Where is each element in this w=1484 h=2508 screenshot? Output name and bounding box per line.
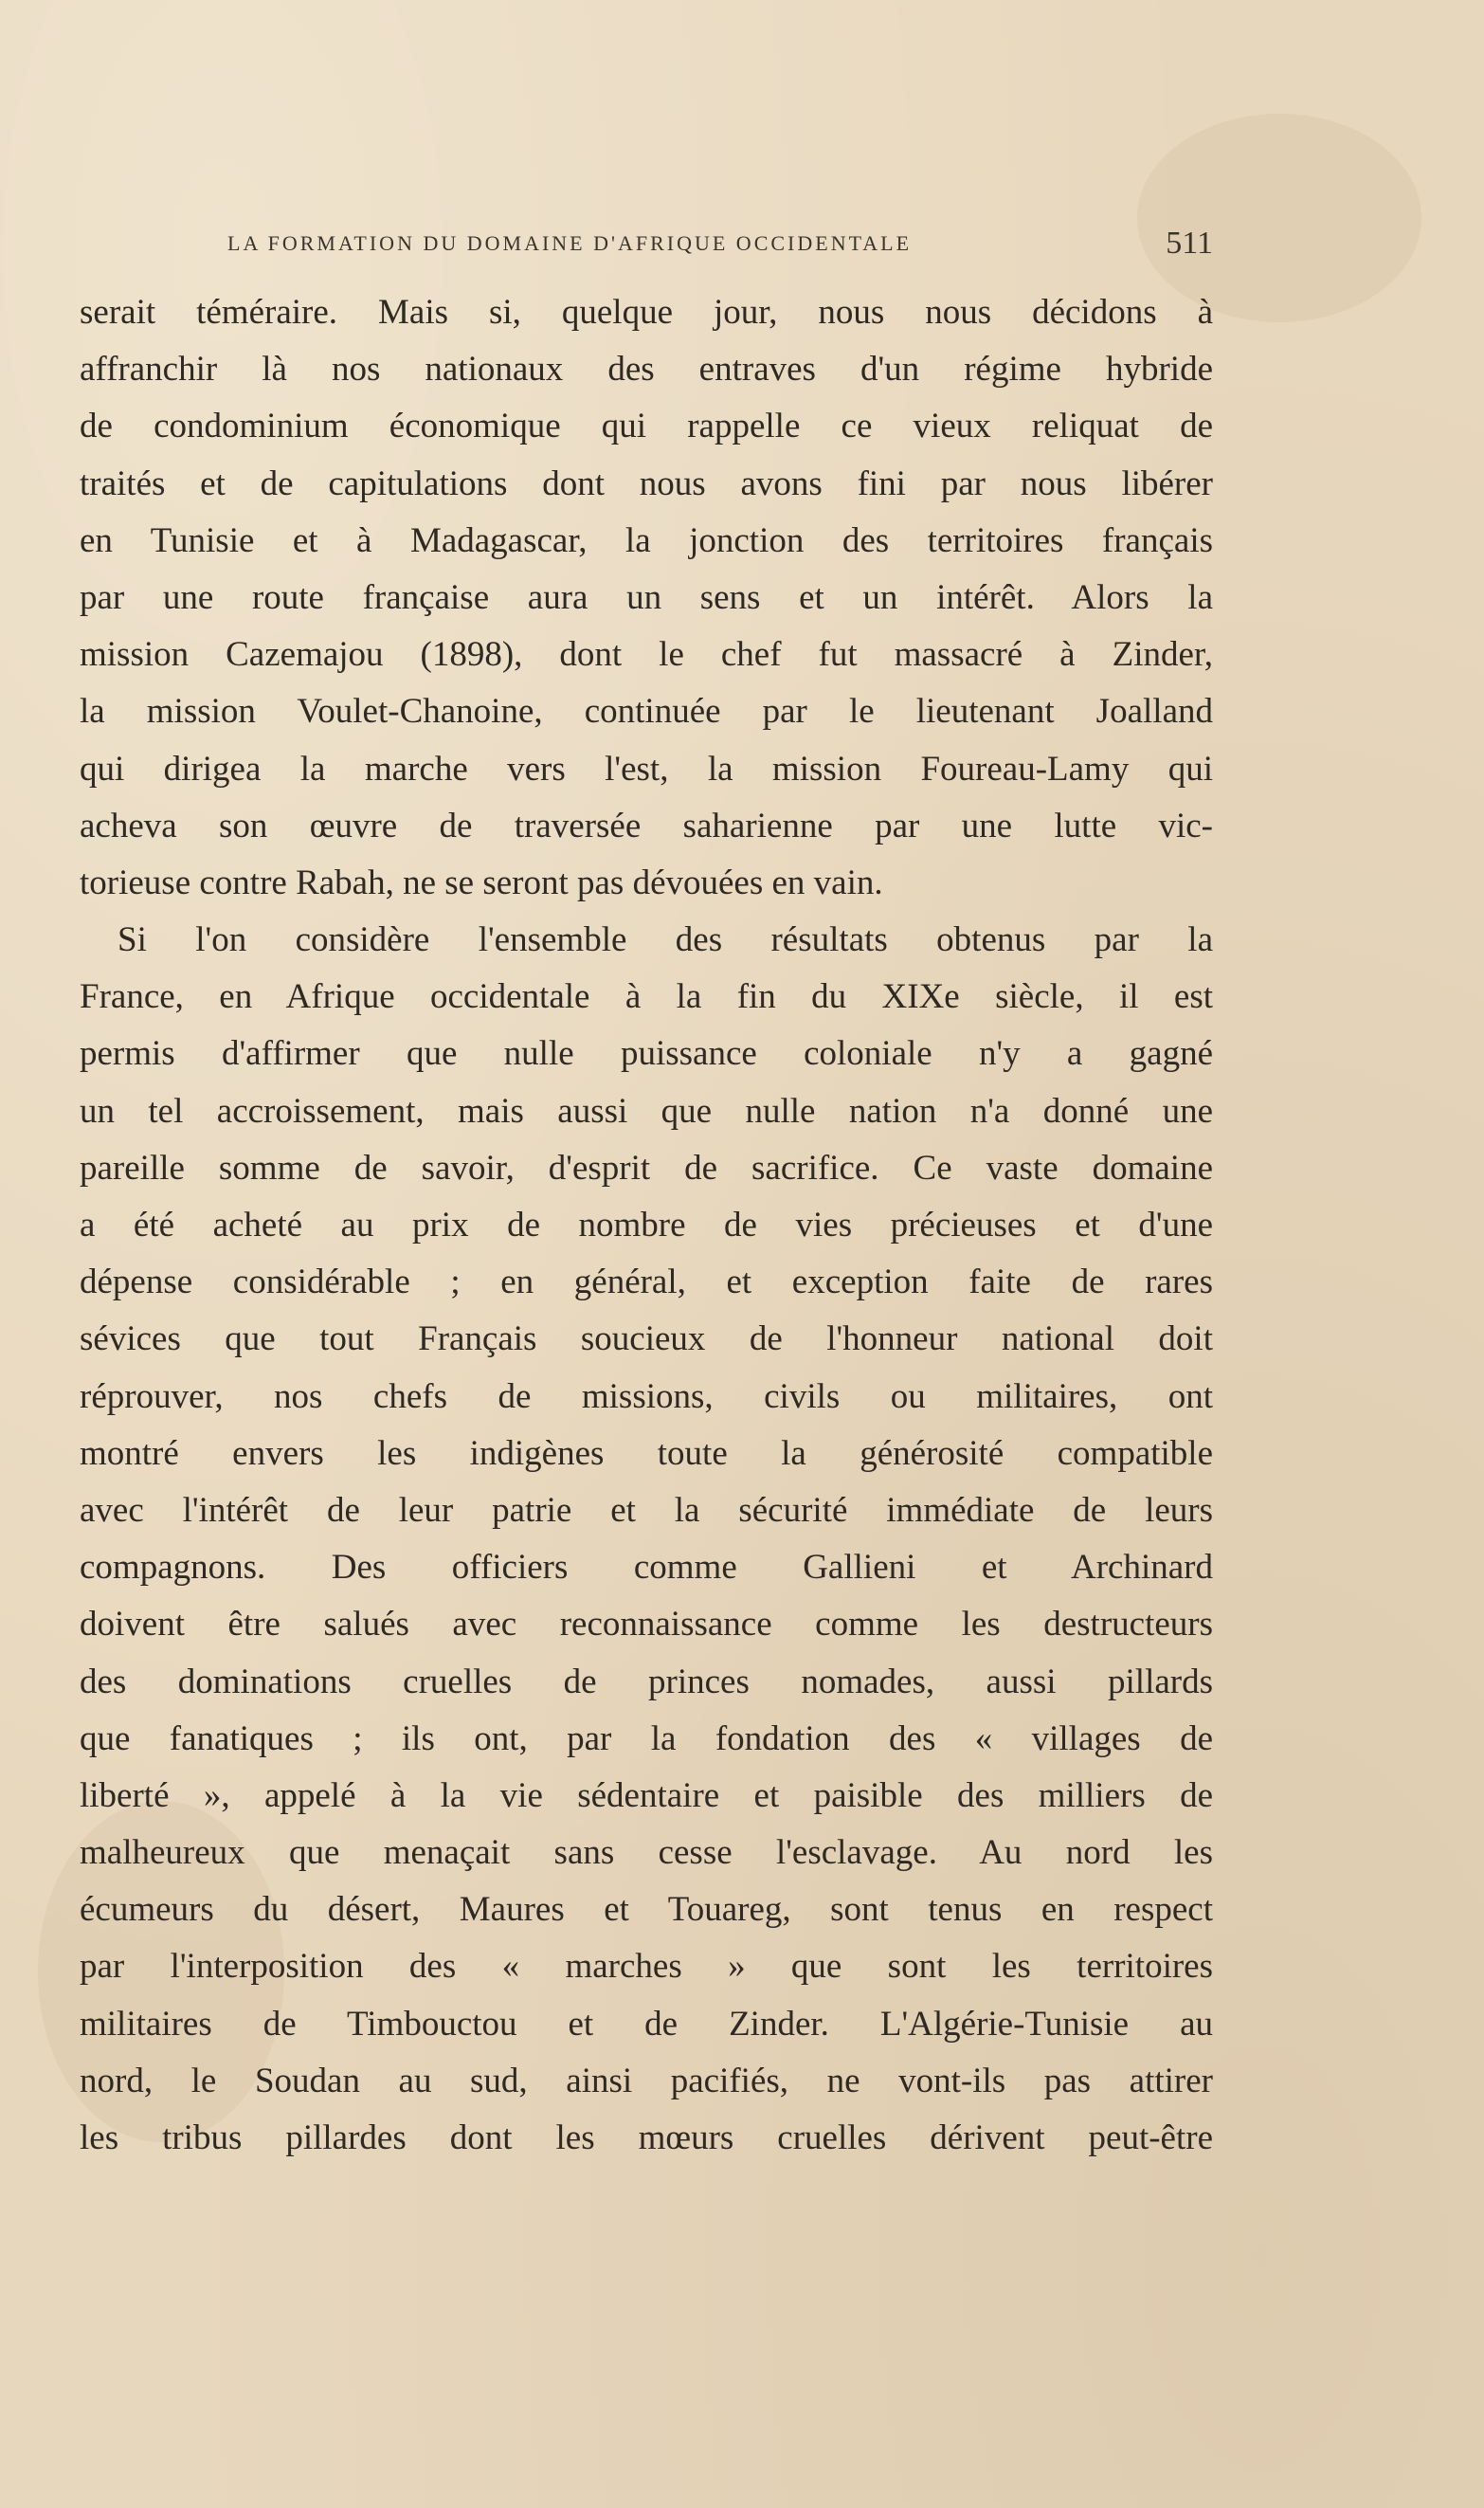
body-text [80, 284, 1213, 2167]
text-line: montré envers les indigènes toute la générosité compatible [80, 1433, 1213, 1473]
text-line: dépense considérable ; en général, et exception faite de rares [80, 1263, 1213, 1302]
text-line: traités et de capitulations dont nous avons fini par nous libérer [80, 463, 1213, 503]
text-line: liberté », appelé à la vie sédentaire et paisible des milliers de [80, 1775, 1213, 1815]
text-line: permis d'affirmer que nulle puissance coloniale n'y a gagné [80, 1034, 1213, 1074]
text-line: par l'interposition des « marches » que sont les territoires [80, 1947, 1213, 1987]
text-line: les tribus pillardes dont les mœurs cruelles dérivent peut-être [80, 2118, 1213, 2157]
text-line: avec l'intérêt de leur patrie et la sécurité immédiate de leurs [80, 1490, 1213, 1530]
text-line: France, en Afrique occidentale à la fin du XIXe siècle, il est [80, 977, 1213, 1017]
text-line: écumeurs du désert, Maures et Touareg, sont tenus en respect [80, 1890, 1213, 1930]
text-line: malheureux que menaçait sans cesse l'esclavage. Au nord les [80, 1833, 1213, 1873]
text-line: par une route française aura un sens et un intérêt. Alors la [80, 577, 1213, 617]
text-line: un tel accroissement, mais aussi que nulle nation n'a donné une [80, 1091, 1213, 1131]
text-line: torieuse contre Rabah, ne se seront pas dévouées en vain. [80, 863, 883, 902]
page-number: 511 [1166, 226, 1213, 261]
text-line: militaires de Timbouctou et de Zinder. L'Algérie-Tunisie au [80, 2004, 1213, 2044]
text-line: mission Cazemajou (1898), dont le chef fut massacré à Zinder, [80, 635, 1213, 675]
running-head [227, 226, 1213, 269]
text-line: qui dirigea la marche vers l'est, la mission Foureau-Lamy qui [80, 749, 1213, 789]
text-line: affranchir là nos nationaux des entraves d'un régime hybride [80, 350, 1213, 390]
text-line: nord, le Soudan au sud, ainsi pacifiés, ne vont-ils pas attirer [80, 2061, 1213, 2100]
text-line: acheva son œuvre de traversée saharienne par une lutte vic- [80, 806, 1213, 845]
text-line: la mission Voulet-Chanoine, continuée par le lieutenant Joalland [80, 692, 1213, 732]
text-line: de condominium économique qui rappelle ce vieux reliquat de [80, 407, 1213, 446]
running-title: LA FORMATION DU DOMAINE D'AFRIQUE OCCIDENTALE [227, 231, 913, 255]
text-line: réprouver, nos chefs de missions, civils ou militaires, ont [80, 1376, 1213, 1416]
text-line: que fanatiques ; ils ont, par la fondation des « villages de [80, 1718, 1213, 1758]
text-line: des dominations cruelles de princes nomades, aussi pillards [80, 1662, 1213, 1701]
text-line: serait téméraire. Mais si, quelque jour, nous nous décidons à [80, 293, 1213, 332]
text-line: pareille somme de savoir, d'esprit de sacrifice. Ce vaste domaine [80, 1148, 1213, 1188]
text-line: Si l'on considère l'ensemble des résultats obtenus par la [118, 920, 1213, 960]
text-line: doivent être salués avec reconnaissance comme les destructeurs [80, 1605, 1213, 1645]
text-line: compagnons. Des officiers comme Gallieni et Archinard [80, 1548, 1213, 1588]
text-line: a été acheté au prix de nombre de vies précieuses et d'une [80, 1206, 1213, 1245]
text-line: en Tunisie et à Madagascar, la jonction des territoires français [80, 520, 1213, 560]
text-line: sévices que tout Français soucieux de l'honneur national doit [80, 1319, 1213, 1359]
